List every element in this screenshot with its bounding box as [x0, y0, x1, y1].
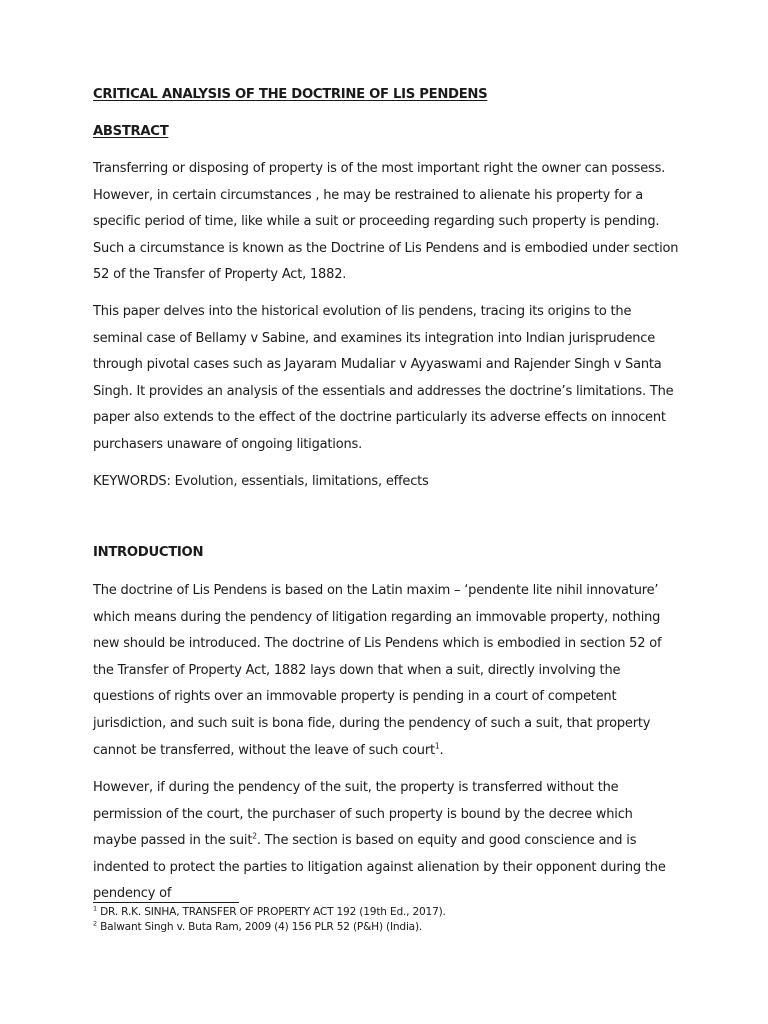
- footnote: [93, 906, 693, 918]
- footnote-reference[interactable]: 2: [252, 831, 257, 841]
- introduction-paragraph: [93, 578, 679, 764]
- introduction-heading: INTRODUCTION: [93, 545, 204, 560]
- document-title: CRITICAL ANALYSIS OF THE DOCTRINE OF LIS PENDENS: [93, 87, 488, 102]
- paragraph-text: The doctrine of Lis Pendens is based on the Latin maxim – ‘pendente lite nihil innovature’ which means during the pendency of litigation regarding an immovable property, nothing new should be introduced. The doctrine of Lis Pendens which is embodied in section 52 of the Transfer of Property Act, 1882 lays down that when a suit, directly involving the questions of rights over an immovable property is pending in a court of competent jurisdiction, and such suit is bona fide, during the pendency of such a suit, that property cannot be transferred, without the leave of such court: [93, 583, 662, 758]
- abstract-paragraph: This paper delves into the historical evolution of lis pendens, tracing its origins to the seminal case of Bellamy v Sabine, and examines its integration into Indian jurisprudence through pivotal cases such as Jayaram Mudaliar v Ayyaswami and Rajender Singh v Santa Singh. It provides an analysis of the essentials and addresses the doctrine’s limitations. The paper also extends to the effect of the doctrine particularly its adverse effects on innocent purchasers unaware of ongoing litigations.: [93, 304, 674, 452]
- paragraph-text: However, if during the pendency of the suit, the property is transferred without the permission of the court, the purchaser of such property is bound by the decree which maybe passed in the suit: [93, 780, 633, 849]
- paragraph-text: . The section is based on equity and good conscience and is indented to protect the parties to litigation against alienation by their opponent during the pendency of: [93, 833, 666, 902]
- footnote-reference[interactable]: 1: [434, 741, 440, 751]
- introduction-paragraph: [93, 775, 679, 908]
- footnote-text: DR. R.K. SINHA, TRANSFER OF PROPERTY ACT 192 (19th Ed., 2017).: [96, 906, 446, 918]
- footnote-number: 2: [93, 919, 97, 928]
- footnote-separator: [93, 902, 239, 903]
- footnote-text: Balwant Singh v. Buta Ram, 2009 (4) 156 PLR 52 (P&H) (India).: [96, 921, 423, 933]
- abstract-paragraph: Transferring or disposing of property is of the most important right the owner can possess. However, in certain circumstances , he may be restrained to alienate his property for a specific period of time, like while a suit or proceeding regarding such property is pending. Such a circumstance is known as the Doctrine of Lis Pendens and is embodied under section 52 of the Transfer of Property Act, 1882.: [93, 161, 679, 283]
- paragraph-text: .: [439, 742, 444, 758]
- keywords-line: KEYWORDS: Evolution, essentials, limitations, effects: [93, 474, 429, 489]
- footnote-number: 1: [93, 904, 97, 913]
- abstract-heading: ABSTRACT: [93, 124, 169, 139]
- footnote: [93, 921, 693, 933]
